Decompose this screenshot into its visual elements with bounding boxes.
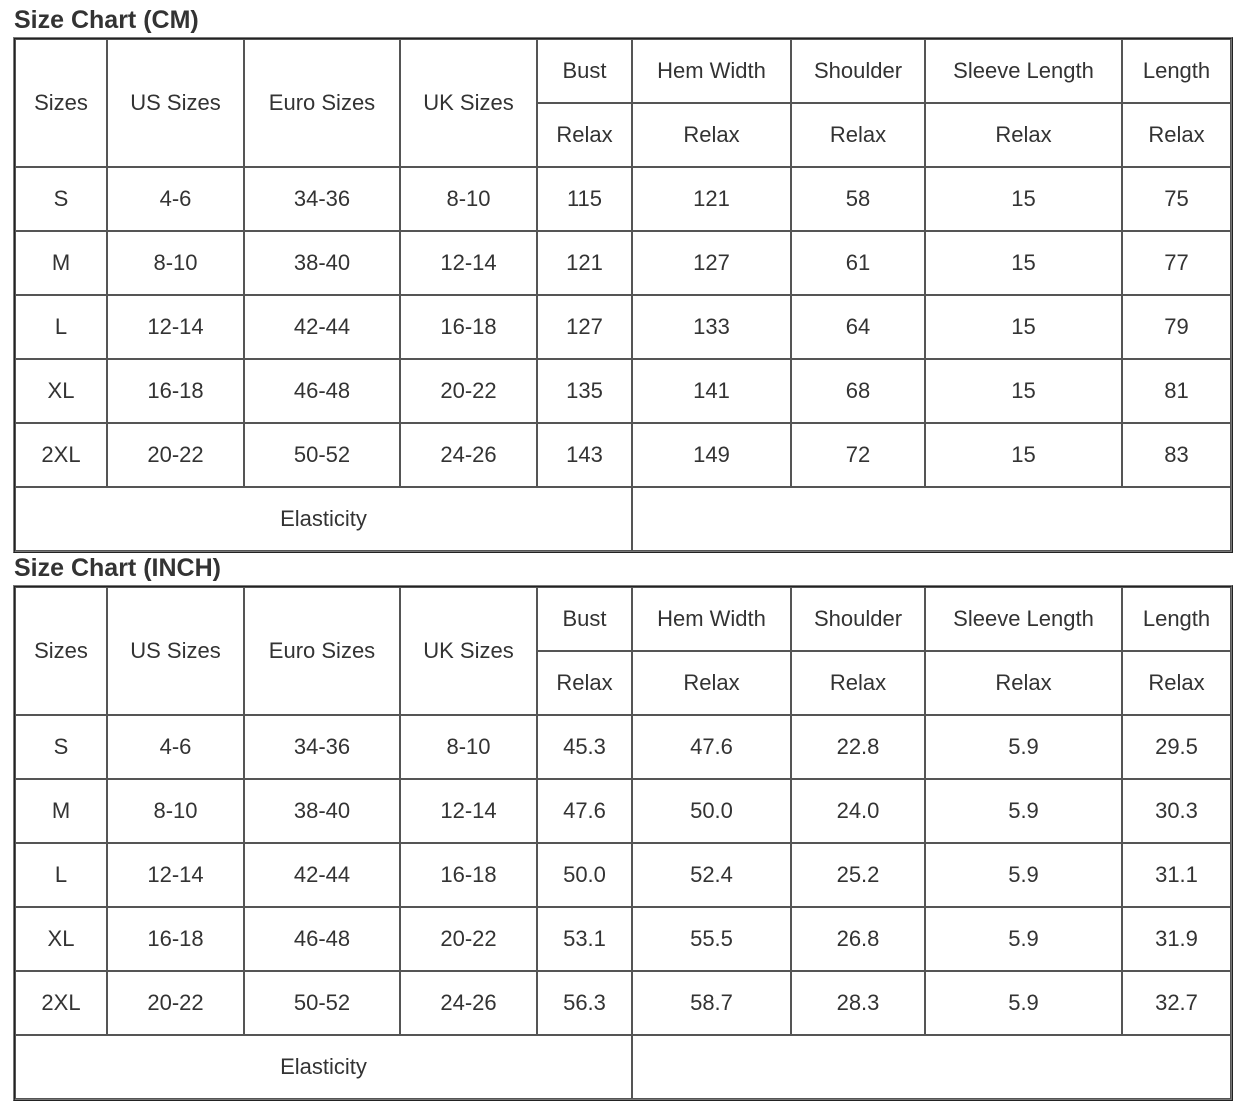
subheader-relax: Relax: [632, 103, 791, 167]
table-cell: L: [15, 295, 107, 359]
table-cell: 31.1: [1122, 843, 1231, 907]
size-chart-inch: [13, 551, 1233, 1101]
elasticity-label: Elasticity: [15, 487, 632, 551]
table-cell: 29.5: [1122, 715, 1231, 779]
table-row: [15, 907, 1231, 971]
elasticity-row: [15, 487, 1231, 551]
table-cell: 15: [925, 295, 1122, 359]
table-cell: 32.7: [1122, 971, 1231, 1035]
table-cell: 5.9: [925, 779, 1122, 843]
table-cell: 5.9: [925, 907, 1122, 971]
header-shoulder: Shoulder: [791, 587, 925, 651]
table-cell: 20-22: [400, 359, 537, 423]
table-cell: 42-44: [244, 295, 400, 359]
header-hem-width: Hem Width: [632, 39, 791, 103]
header-uk-sizes: UK Sizes: [400, 39, 537, 167]
table-header-row: [15, 587, 1231, 651]
elasticity-value: [632, 487, 1231, 551]
table-cell: 16-18: [107, 907, 244, 971]
table-cell: XL: [15, 907, 107, 971]
header-uk-sizes: UK Sizes: [400, 587, 537, 715]
table-cell: 47.6: [632, 715, 791, 779]
header-bust: Bust: [537, 587, 632, 651]
chart-title: Size Chart (CM): [14, 6, 199, 34]
table-cell: 20-22: [107, 423, 244, 487]
table-cell: 38-40: [244, 779, 400, 843]
table-cell: 34-36: [244, 715, 400, 779]
table-cell: 68: [791, 359, 925, 423]
table-cell: 4-6: [107, 167, 244, 231]
table-cell: 45.3: [537, 715, 632, 779]
table-cell: 12-14: [107, 295, 244, 359]
table-cell: 77: [1122, 231, 1231, 295]
header-us-sizes: US Sizes: [107, 587, 244, 715]
table-cell: 133: [632, 295, 791, 359]
subheader-relax: Relax: [925, 651, 1122, 715]
table-cell: 72: [791, 423, 925, 487]
table-cell: 20-22: [400, 907, 537, 971]
table-cell: M: [15, 779, 107, 843]
table-cell: 16-18: [400, 295, 537, 359]
table-row: [15, 971, 1231, 1035]
table-cell: 8-10: [107, 779, 244, 843]
table-cell: 143: [537, 423, 632, 487]
table-cell: 12-14: [400, 231, 537, 295]
table-cell: 42-44: [244, 843, 400, 907]
table-cell: 12-14: [400, 779, 537, 843]
subheader-relax: Relax: [1122, 103, 1231, 167]
table-cell: 4-6: [107, 715, 244, 779]
chart-title: Size Chart (INCH): [14, 554, 221, 582]
table-cell: 5.9: [925, 843, 1122, 907]
header-sleeve-length: Sleeve Length: [925, 587, 1122, 651]
table-cell: 26.8: [791, 907, 925, 971]
table-cell: 53.1: [537, 907, 632, 971]
table-cell: 55.5: [632, 907, 791, 971]
subheader-relax: Relax: [632, 651, 791, 715]
header-sizes: Sizes: [15, 39, 107, 167]
table-cell: 47.6: [537, 779, 632, 843]
header-euro-sizes: Euro Sizes: [244, 39, 400, 167]
table-cell: 24.0: [791, 779, 925, 843]
elasticity-row: [15, 1035, 1231, 1099]
table-row: [15, 715, 1231, 779]
table-cell: 2XL: [15, 423, 107, 487]
table-cell: 46-48: [244, 907, 400, 971]
table-cell: 15: [925, 359, 1122, 423]
table-cell: 5.9: [925, 971, 1122, 1035]
table-row: [15, 167, 1231, 231]
table-row: [15, 779, 1231, 843]
table-cell: 8-10: [400, 715, 537, 779]
table-cell: 15: [925, 167, 1122, 231]
table-row: [15, 231, 1231, 295]
header-shoulder: Shoulder: [791, 39, 925, 103]
header-euro-sizes: Euro Sizes: [244, 587, 400, 715]
table-cell: 15: [925, 231, 1122, 295]
table-cell: 16-18: [107, 359, 244, 423]
table-cell: 64: [791, 295, 925, 359]
table-cell: 38-40: [244, 231, 400, 295]
header-sleeve-length: Sleeve Length: [925, 39, 1122, 103]
elasticity-label: Elasticity: [15, 1035, 632, 1099]
table-cell: XL: [15, 359, 107, 423]
subheader-relax: Relax: [537, 103, 632, 167]
size-chart-cm: [13, 3, 1233, 553]
table-cell: 58: [791, 167, 925, 231]
table-cell: 81: [1122, 359, 1231, 423]
table-cell: 56.3: [537, 971, 632, 1035]
table-cell: 115: [537, 167, 632, 231]
table-cell: 75: [1122, 167, 1231, 231]
table-row: [15, 359, 1231, 423]
table-cell: 30.3: [1122, 779, 1231, 843]
table-cell: 24-26: [400, 423, 537, 487]
table-cell: 50.0: [537, 843, 632, 907]
table-cell: 12-14: [107, 843, 244, 907]
table-row: [15, 423, 1231, 487]
table-cell: 52.4: [632, 843, 791, 907]
table-cell: 127: [537, 295, 632, 359]
table-row: [15, 295, 1231, 359]
table-cell: 34-36: [244, 167, 400, 231]
table-cell: 46-48: [244, 359, 400, 423]
table-cell: 8-10: [107, 231, 244, 295]
elasticity-value: [632, 1035, 1231, 1099]
subheader-relax: Relax: [1122, 651, 1231, 715]
table-cell: 135: [537, 359, 632, 423]
table-cell: 121: [632, 167, 791, 231]
table-cell: 15: [925, 423, 1122, 487]
table-cell: 149: [632, 423, 791, 487]
table-cell: 141: [632, 359, 791, 423]
subheader-relax: Relax: [791, 103, 925, 167]
table-cell: 61: [791, 231, 925, 295]
table-cell: 83: [1122, 423, 1231, 487]
header-sizes: Sizes: [15, 587, 107, 715]
table-cell: L: [15, 843, 107, 907]
subheader-relax: Relax: [791, 651, 925, 715]
table-cell: 25.2: [791, 843, 925, 907]
table-cell: 58.7: [632, 971, 791, 1035]
header-hem-width: Hem Width: [632, 587, 791, 651]
table-cell: 28.3: [791, 971, 925, 1035]
subheader-relax: Relax: [537, 651, 632, 715]
table-cell: 16-18: [400, 843, 537, 907]
size-table: [13, 585, 1233, 1101]
table-cell: M: [15, 231, 107, 295]
table-cell: 50.0: [632, 779, 791, 843]
table-cell: S: [15, 715, 107, 779]
table-row: [15, 843, 1231, 907]
table-cell: 50-52: [244, 423, 400, 487]
table-cell: 20-22: [107, 971, 244, 1035]
header-us-sizes: US Sizes: [107, 39, 244, 167]
table-cell: 8-10: [400, 167, 537, 231]
table-cell: 79: [1122, 295, 1231, 359]
table-cell: 127: [632, 231, 791, 295]
header-bust: Bust: [537, 39, 632, 103]
table-cell: 24-26: [400, 971, 537, 1035]
table-cell: 22.8: [791, 715, 925, 779]
table-header-row: [15, 39, 1231, 103]
table-cell: 5.9: [925, 715, 1122, 779]
table-cell: S: [15, 167, 107, 231]
table-cell: 121: [537, 231, 632, 295]
header-length: Length: [1122, 587, 1231, 651]
subheader-relax: Relax: [925, 103, 1122, 167]
header-length: Length: [1122, 39, 1231, 103]
table-cell: 31.9: [1122, 907, 1231, 971]
table-cell: 2XL: [15, 971, 107, 1035]
table-cell: 50-52: [244, 971, 400, 1035]
size-table: [13, 37, 1233, 553]
